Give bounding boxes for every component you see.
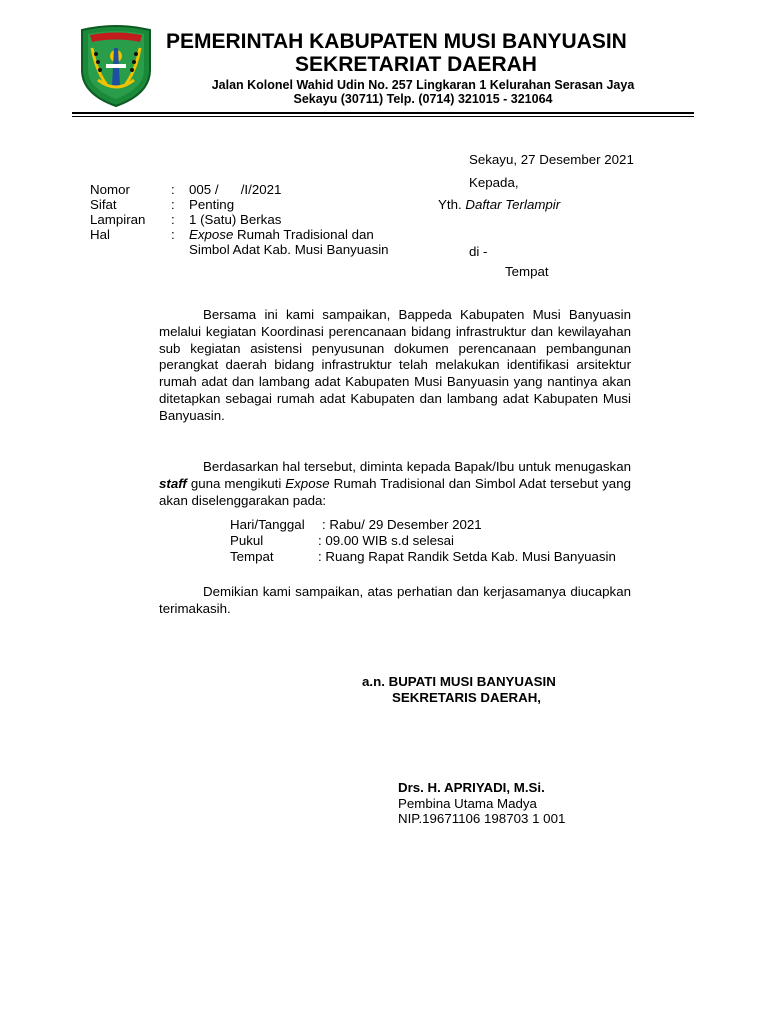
recipient-tempat: Tempat [505, 264, 549, 279]
paragraph-2-text [159, 459, 631, 509]
letterhead-address [166, 78, 680, 106]
schedule-value-place: : Ruang Rapat Randik Setda Kab. Musi Banyuasin [318, 549, 616, 564]
address-line-1: Jalan Kolonel Wahid Udin No. 257 Lingkaran 1 Kelurahan Serasan Jaya [211, 78, 635, 92]
letterhead-rule-thick [72, 112, 694, 114]
schedule-label-place: Tempat [230, 549, 274, 564]
org-line-2: SEKRETARIAT DAERAH [295, 53, 537, 76]
nomor-value: 005 / /I/2021 [189, 182, 282, 197]
paragraph-2-staff: staff [159, 475, 187, 491]
hal-expose: Expose [189, 227, 234, 242]
org-line-1: PEMERINTAH KABUPATEN MUSI BANYUASIN [166, 30, 627, 53]
schedule-value-time: : 09.00 WIB s.d selesai [318, 533, 454, 548]
paragraph-2-part-c: Rumah Tradisional dan Simbol Adat tersebut yang akan diselenggarakan pada: [159, 475, 631, 508]
lampiran-colon: : [171, 212, 175, 227]
hal-value [189, 227, 374, 242]
paragraph-1-text: Bersama ini kami sampaikan, Bappeda Kabupaten Musi Banyuasin melalui kegiatan Koordinasi perencanaan bidang infrastruktur dan kewilayahan sub kegiatan asistensi penyusunan dokumen perencanaan pembangunan perangkat daerah bidang infrastruktur telah melakukan identifikasi arsitektur rumah adat dan lambang adat Kabupaten Musi Banyuasin yang nantinya akan ditetapkan sebagai rumah adat Kabupaten dan lambang adat Kabupaten Musi Banyuasin. [159, 307, 631, 423]
hal-value-rest: Rumah Tradisional dan [233, 227, 374, 242]
yth-prefix: Yth. [438, 197, 462, 212]
place-date: Sekayu, 27 Desember 2021 [469, 152, 634, 167]
schedule-label-time: Pukul [230, 533, 264, 548]
paragraph-3 [159, 584, 631, 618]
lampiran-value: 1 (Satu) Berkas [189, 212, 282, 227]
signature-title: SEKRETARIS DAERAH, [392, 690, 541, 705]
hal-label: Hal [90, 227, 110, 242]
paragraph-2-part-b: guna mengikuti [186, 475, 286, 491]
nomor-label: Nomor [90, 182, 130, 197]
hal-colon: : [171, 227, 175, 242]
sifat-colon: : [171, 197, 175, 212]
schedule-label-date: Hari/Tanggal [230, 517, 305, 532]
paragraph-1 [159, 307, 631, 425]
sifat-label: Sifat [90, 197, 117, 212]
lampiran-label: Lampiran [90, 212, 146, 227]
hal-value-line-2: Simbol Adat Kab. Musi Banyuasin [189, 242, 389, 257]
signatory-name: Drs. H. APRIYADI, M.Si. [398, 780, 545, 795]
signatory-rank: Pembina Utama Madya [398, 796, 537, 811]
recipient-kepada: Kepada, [469, 175, 519, 190]
nomor-colon: : [171, 182, 175, 197]
recipient-yth [438, 197, 560, 212]
paragraph-2-part-a: Berdasarkan hal tersebut, diminta kepada Bapak/Ibu untuk menugaskan [203, 459, 631, 474]
schedule-value-date: : Rabu/ 29 Desember 2021 [322, 517, 482, 532]
paragraph-2-expose: Expose [285, 475, 330, 491]
letterhead-rule-thin [72, 116, 694, 117]
signatory-nip: NIP.19671106 198703 1 001 [398, 811, 566, 826]
address-line-2: Sekayu (30711) Telp. (0714) 321015 - 321064 [293, 92, 553, 106]
musi-banyuasin-emblem-icon [76, 24, 156, 108]
paragraph-3-text: Demikian kami sampaikan, atas perhatian dan kerjasamanya diucapkan terimakasih. [159, 584, 631, 616]
yth-name: Daftar Terlampir [465, 197, 561, 212]
paragraph-2 [159, 459, 631, 509]
sifat-value: Penting [189, 197, 235, 212]
signature-on-behalf: a.n. BUPATI MUSI BANYUASIN [362, 674, 556, 689]
recipient-di: di - [469, 244, 488, 259]
